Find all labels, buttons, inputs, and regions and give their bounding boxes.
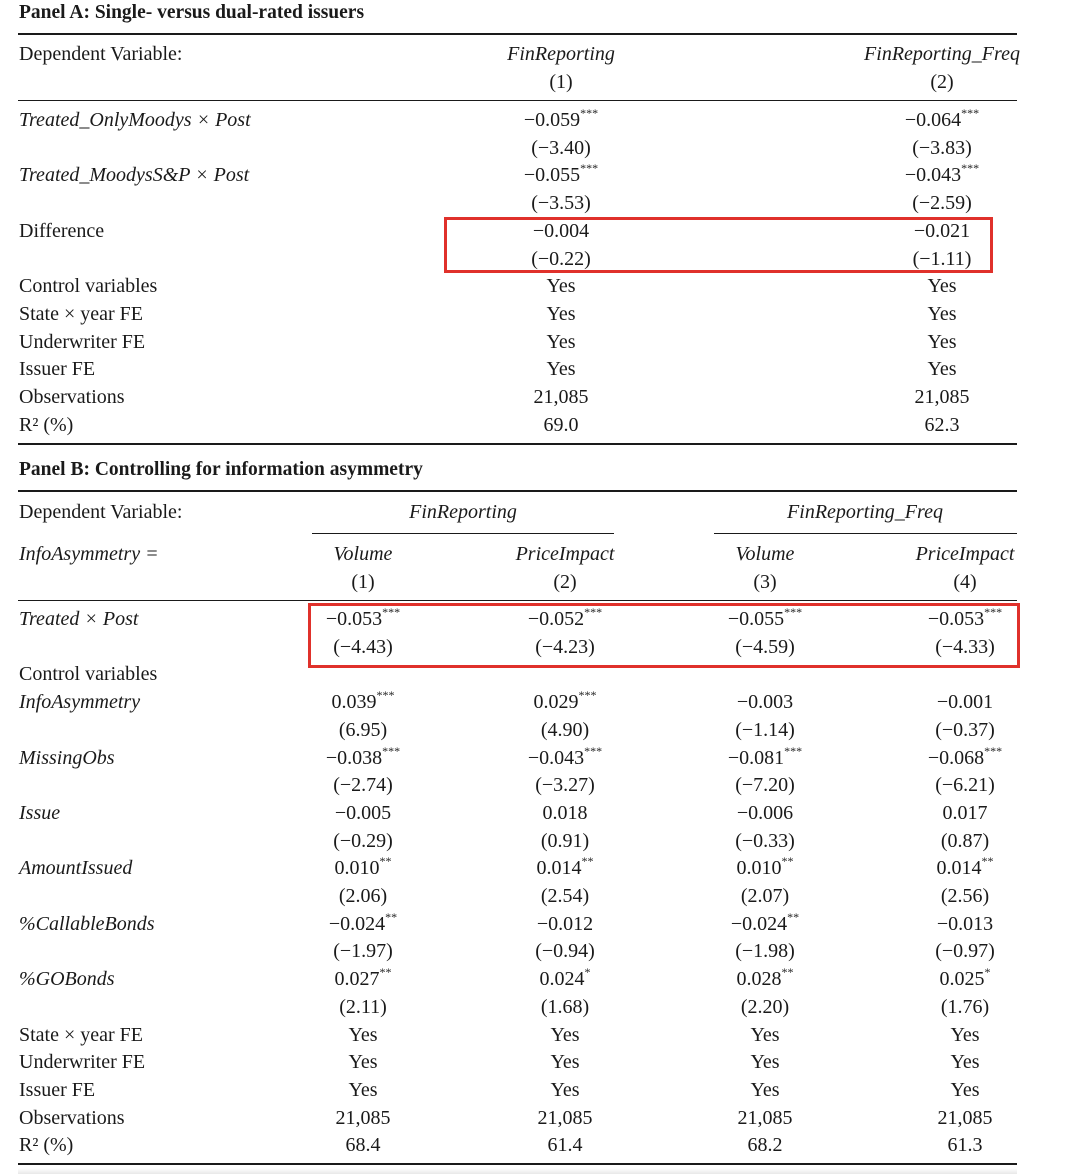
cell-col2 bbox=[500, 771, 630, 799]
cell-col4 bbox=[900, 1021, 1030, 1049]
cell-col2 bbox=[842, 161, 1042, 189]
cell-col1 bbox=[298, 1104, 428, 1132]
cell-col1 bbox=[298, 799, 428, 827]
cell-value: −0.005 bbox=[334, 801, 392, 824]
cell-value: 21,085 bbox=[533, 386, 589, 408]
significance-stars: ** bbox=[787, 909, 800, 924]
cell-col1 bbox=[298, 827, 428, 855]
significance-stars: *** bbox=[578, 688, 597, 703]
panel-b-col3-name: Volume bbox=[735, 543, 795, 565]
cell-col3 bbox=[700, 827, 830, 855]
significance-stars: *** bbox=[382, 743, 401, 758]
cell-value: −0.021 bbox=[913, 219, 971, 242]
cell-col2 bbox=[842, 134, 1042, 162]
cell-col3 bbox=[700, 688, 830, 716]
cell-value: (−0.97) bbox=[935, 940, 995, 963]
panelA-row-0 bbox=[0, 106, 1080, 134]
cell-value: 69.0 bbox=[543, 413, 579, 436]
cell-col1 bbox=[461, 328, 661, 356]
panel-b-dep-var-label: Dependent Variable: bbox=[19, 501, 183, 523]
significance-stars: *** bbox=[961, 161, 980, 176]
panel-b-group2-underline bbox=[714, 533, 1017, 534]
cell-value: 0.010 bbox=[334, 857, 380, 880]
cell-col1 bbox=[461, 272, 661, 300]
cell-value: Yes bbox=[550, 1051, 580, 1074]
cell-value: 0.028 bbox=[736, 968, 782, 991]
cell-value: 0.014 bbox=[536, 857, 582, 880]
cell-value: (−3.53) bbox=[531, 192, 591, 215]
panelB-row-6 bbox=[0, 771, 1080, 799]
cell-col1 bbox=[298, 854, 428, 882]
cell-value: (2.56) bbox=[940, 885, 990, 907]
row-label: Issue bbox=[19, 801, 61, 824]
cell-value: −0.013 bbox=[936, 912, 994, 935]
cell-col2 bbox=[500, 937, 630, 965]
cell-value: −0.024 bbox=[730, 912, 788, 935]
cell-value: Yes bbox=[950, 1023, 980, 1046]
cell-value: (−1.98) bbox=[735, 940, 795, 963]
cell-col3 bbox=[700, 1021, 830, 1049]
panel-a-top-rule bbox=[18, 33, 1017, 35]
panel-b-col1-name: Volume bbox=[333, 543, 393, 565]
cell-value: 21,085 bbox=[537, 1106, 593, 1129]
cell-value: Yes bbox=[348, 1051, 378, 1074]
panelB-row-8 bbox=[0, 827, 1080, 855]
panel-a-col2-name: FinReporting_Freq bbox=[864, 43, 1020, 65]
cell-col2 bbox=[500, 744, 630, 772]
cell-value: Yes bbox=[927, 275, 957, 298]
cell-value: 0.014 bbox=[936, 857, 982, 880]
significance-stars: *** bbox=[984, 605, 1003, 619]
cell-value: Yes bbox=[927, 330, 957, 353]
page-cut-edge bbox=[18, 1168, 1017, 1174]
cell-value: Yes bbox=[750, 1078, 780, 1101]
cell-value: 0.024 bbox=[539, 968, 585, 991]
significance-stars: ** bbox=[781, 965, 794, 980]
cell-col1 bbox=[461, 411, 661, 439]
cell-value: (−3.40) bbox=[531, 136, 591, 159]
panel-a-header-rule bbox=[18, 100, 1017, 101]
cell-value: Yes bbox=[546, 302, 576, 325]
cell-col1 bbox=[298, 744, 428, 772]
cell-col1 bbox=[298, 1076, 428, 1104]
cell-col4 bbox=[900, 937, 1030, 965]
cell-value: (2.06) bbox=[338, 885, 388, 907]
significance-stars: ** bbox=[385, 909, 398, 924]
cell-value: 21,085 bbox=[937, 1106, 993, 1129]
cell-col4 bbox=[900, 1104, 1030, 1132]
panel-a-dep-var-label: Dependent Variable: bbox=[19, 43, 183, 65]
cell-value: (−0.33) bbox=[735, 829, 795, 852]
significance-stars: *** bbox=[584, 743, 603, 758]
cell-col2 bbox=[500, 799, 630, 827]
cell-value: Yes bbox=[750, 1023, 780, 1046]
cell-value: (−4.59) bbox=[735, 635, 795, 658]
cell-col1 bbox=[298, 993, 428, 1021]
cell-value: Yes bbox=[950, 1051, 980, 1074]
cell-col2 bbox=[500, 688, 630, 716]
cell-value: 21,085 bbox=[737, 1106, 793, 1129]
panel-a-difference-highlight-box bbox=[444, 217, 993, 273]
cell-value: −0.055 bbox=[523, 164, 581, 187]
panel-a-colnum-row bbox=[0, 68, 1080, 96]
cell-col3 bbox=[700, 1104, 830, 1132]
significance-stars: *** bbox=[961, 106, 980, 120]
row-label: Issuer FE bbox=[19, 1078, 96, 1101]
row-label: Underwriter FE bbox=[19, 330, 146, 353]
row-label: %GOBonds bbox=[19, 968, 115, 991]
cell-value: Yes bbox=[546, 358, 576, 381]
row-label: Difference bbox=[19, 219, 105, 242]
significance-stars: * bbox=[584, 965, 591, 980]
cell-value: −0.081 bbox=[727, 746, 785, 769]
panel-a-bottom-rule bbox=[18, 443, 1017, 445]
cell-col4 bbox=[900, 854, 1030, 882]
cell-value: 68.4 bbox=[345, 1134, 381, 1157]
cell-col2 bbox=[842, 300, 1042, 328]
panel-b-top-rule bbox=[18, 490, 1017, 492]
panelA-row-8 bbox=[0, 328, 1080, 356]
row-label: Treated_OnlyMoodys × Post bbox=[19, 109, 251, 131]
cell-col2 bbox=[500, 882, 630, 910]
cell-col1 bbox=[461, 383, 661, 411]
panel-b-header-rule bbox=[18, 600, 1017, 601]
panel-b-group2-name: FinReporting_Freq bbox=[787, 501, 943, 523]
cell-value: 0.025 bbox=[939, 968, 985, 991]
cell-value: (−0.22) bbox=[531, 247, 591, 270]
cell-col1 bbox=[461, 355, 661, 383]
cell-value: (−0.29) bbox=[333, 829, 393, 852]
row-label: Control variables bbox=[19, 275, 158, 298]
cell-value: (−4.43) bbox=[333, 635, 393, 658]
significance-stars: *** bbox=[376, 688, 395, 703]
panelB-row-4 bbox=[0, 716, 1080, 744]
row-label: Underwriter FE bbox=[19, 1051, 146, 1074]
panel-b-bottom-rule bbox=[18, 1163, 1017, 1165]
cell-col4 bbox=[900, 688, 1030, 716]
panel-b-group1-underline bbox=[312, 533, 614, 534]
panelA-row-2 bbox=[0, 161, 1080, 189]
cell-col4 bbox=[900, 1048, 1030, 1076]
panelB-row-14 bbox=[0, 993, 1080, 1021]
cell-col1 bbox=[461, 300, 661, 328]
panel-b-info-label: InfoAsymmetry = bbox=[19, 543, 159, 565]
row-label: AmountIssued bbox=[19, 857, 133, 880]
cell-col3 bbox=[700, 1048, 830, 1076]
row-label: R² (%) bbox=[19, 1134, 74, 1157]
cell-col2 bbox=[842, 189, 1042, 217]
cell-value: (−1.97) bbox=[333, 940, 393, 963]
cell-col1 bbox=[298, 965, 428, 993]
cell-col2 bbox=[500, 1076, 630, 1104]
cell-col4 bbox=[900, 965, 1030, 993]
cell-value: 0.029 bbox=[533, 691, 579, 714]
row-label: State × year FE bbox=[19, 302, 144, 325]
cell-value: −0.012 bbox=[536, 912, 594, 935]
cell-col4 bbox=[900, 827, 1030, 855]
cell-value: 0.010 bbox=[736, 857, 782, 880]
panel-b-col4-num: (4) bbox=[953, 571, 977, 593]
cell-col2 bbox=[500, 827, 630, 855]
panelA-row-7 bbox=[0, 300, 1080, 328]
panel-a-header-row bbox=[0, 40, 1080, 68]
cell-col2 bbox=[842, 328, 1042, 356]
cell-value: (1.76) bbox=[940, 995, 990, 1018]
panelA-row-10 bbox=[0, 383, 1080, 411]
cell-col4 bbox=[900, 1076, 1030, 1104]
panelB-row-15 bbox=[0, 1021, 1080, 1049]
row-label: Treated × Post bbox=[19, 608, 139, 630]
cell-value: −0.024 bbox=[328, 912, 386, 935]
cell-value: Yes bbox=[550, 1023, 580, 1046]
cell-value: (−2.74) bbox=[333, 774, 393, 797]
cell-col3 bbox=[700, 1131, 830, 1159]
cell-value: Yes bbox=[927, 358, 957, 381]
cell-col1 bbox=[461, 106, 661, 134]
panelB-row-7 bbox=[0, 799, 1080, 827]
cell-col2 bbox=[500, 1021, 630, 1049]
panel-b-col1-num: (1) bbox=[351, 571, 375, 593]
cell-col1 bbox=[298, 937, 428, 965]
significance-stars: *** bbox=[984, 743, 1003, 758]
cell-value: (−0.37) bbox=[935, 718, 995, 741]
panelB-row-19 bbox=[0, 1131, 1080, 1159]
panelA-row-3 bbox=[0, 189, 1080, 217]
panelB-row-17 bbox=[0, 1076, 1080, 1104]
cell-col1 bbox=[461, 189, 661, 217]
significance-stars: *** bbox=[784, 605, 803, 619]
significance-stars: ** bbox=[379, 854, 392, 869]
cell-col2 bbox=[500, 1048, 630, 1076]
cell-value: (−1.14) bbox=[735, 718, 795, 741]
cell-value: (−2.59) bbox=[912, 192, 972, 215]
cell-col3 bbox=[700, 937, 830, 965]
panelB-row-5 bbox=[0, 744, 1080, 772]
significance-stars: ** bbox=[781, 854, 794, 869]
panelB-row-16 bbox=[0, 1048, 1080, 1076]
cell-value: −0.043 bbox=[904, 164, 962, 187]
cell-col1 bbox=[298, 882, 428, 910]
cell-col3 bbox=[700, 1076, 830, 1104]
panelA-row-6 bbox=[0, 272, 1080, 300]
cell-col4 bbox=[900, 910, 1030, 938]
significance-stars: *** bbox=[584, 605, 603, 619]
panel-b-group1-name: FinReporting bbox=[409, 501, 517, 523]
row-label: Issuer FE bbox=[19, 358, 96, 381]
significance-stars: *** bbox=[580, 106, 599, 120]
cell-col2 bbox=[500, 716, 630, 744]
row-label: Observations bbox=[19, 1106, 125, 1129]
cell-value: (−3.83) bbox=[912, 136, 972, 159]
cell-value: 61.3 bbox=[947, 1134, 983, 1157]
cell-value: 62.3 bbox=[924, 413, 960, 436]
significance-stars: ** bbox=[581, 854, 594, 869]
panel-a-title: Panel A: Single- versus dual-rated issuers bbox=[19, 2, 365, 23]
cell-value: (2.54) bbox=[540, 885, 590, 907]
cell-col3 bbox=[700, 965, 830, 993]
cell-value: −0.068 bbox=[927, 746, 985, 769]
row-label: %CallableBonds bbox=[19, 912, 155, 935]
cell-col4 bbox=[900, 1131, 1030, 1159]
cell-col1 bbox=[298, 771, 428, 799]
cell-value: Yes bbox=[348, 1078, 378, 1101]
panelA-row-11 bbox=[0, 411, 1080, 439]
cell-value: −0.038 bbox=[325, 746, 383, 769]
cell-col3 bbox=[700, 799, 830, 827]
cell-value: 0.017 bbox=[942, 801, 988, 824]
cell-col3 bbox=[700, 744, 830, 772]
cell-col2 bbox=[842, 383, 1042, 411]
cell-value: Yes bbox=[348, 1023, 378, 1046]
panel-b-col3-num: (3) bbox=[753, 571, 777, 593]
cell-value: 61.4 bbox=[547, 1134, 583, 1157]
cell-col4 bbox=[900, 993, 1030, 1021]
cell-value: (−1.11) bbox=[912, 247, 972, 270]
cell-value: (−6.21) bbox=[935, 774, 995, 797]
panel-b-colname-row bbox=[0, 540, 1080, 568]
cell-col1 bbox=[298, 1131, 428, 1159]
cell-col4 bbox=[900, 716, 1030, 744]
cell-col2 bbox=[842, 106, 1042, 134]
row-label: InfoAsymmetry bbox=[19, 691, 141, 714]
cell-value: 21,085 bbox=[914, 386, 970, 408]
cell-col2 bbox=[500, 965, 630, 993]
panel-b-col4-name: PriceImpact bbox=[915, 543, 1015, 565]
cell-value: 0.039 bbox=[331, 691, 377, 714]
cell-col4 bbox=[900, 882, 1030, 910]
row-label: Observations bbox=[19, 386, 125, 408]
cell-value: −0.052 bbox=[527, 608, 585, 630]
row-label: State × year FE bbox=[19, 1023, 144, 1046]
cell-col4 bbox=[900, 771, 1030, 799]
panelA-row-9 bbox=[0, 355, 1080, 383]
cell-col3 bbox=[700, 716, 830, 744]
panelB-row-18 bbox=[0, 1104, 1080, 1132]
cell-value: −0.053 bbox=[927, 608, 985, 630]
significance-stars: * bbox=[984, 965, 991, 980]
cell-col2 bbox=[842, 272, 1042, 300]
cell-value: (2.11) bbox=[339, 995, 387, 1018]
cell-value: −0.055 bbox=[727, 608, 785, 630]
panel-b-colnum-row bbox=[0, 568, 1080, 596]
cell-col2 bbox=[842, 355, 1042, 383]
cell-col3 bbox=[700, 882, 830, 910]
cell-col2 bbox=[500, 910, 630, 938]
cell-col2 bbox=[500, 1131, 630, 1159]
cell-value: Yes bbox=[546, 330, 576, 353]
panel-a-col1-name: FinReporting bbox=[507, 43, 615, 65]
panelA-row-1 bbox=[0, 134, 1080, 162]
significance-stars: *** bbox=[580, 161, 599, 176]
cell-value: −0.053 bbox=[325, 608, 383, 630]
cell-value: −0.004 bbox=[532, 219, 590, 242]
row-label: Treated_MoodysS&P × Post bbox=[19, 164, 250, 187]
cell-value: −0.006 bbox=[736, 801, 794, 824]
panelB-row-11 bbox=[0, 910, 1080, 938]
cell-col1 bbox=[298, 1048, 428, 1076]
cell-value: Yes bbox=[950, 1078, 980, 1101]
cell-value: Yes bbox=[550, 1078, 580, 1101]
panel-b-col2-name: PriceImpact bbox=[515, 543, 615, 565]
cell-col3 bbox=[700, 771, 830, 799]
cell-value: (6.95) bbox=[338, 718, 388, 741]
row-label: MissingObs bbox=[19, 746, 115, 769]
cell-col2 bbox=[500, 993, 630, 1021]
significance-stars: ** bbox=[379, 965, 392, 980]
cell-value: −0.003 bbox=[736, 691, 794, 714]
row-label: R² (%) bbox=[19, 413, 74, 436]
panelB-row-9 bbox=[0, 854, 1080, 882]
cell-value: (−3.27) bbox=[535, 774, 595, 797]
cell-col3 bbox=[700, 854, 830, 882]
cell-col3 bbox=[700, 910, 830, 938]
significance-stars: ** bbox=[981, 854, 994, 869]
panelB-row-10 bbox=[0, 882, 1080, 910]
cell-col1 bbox=[298, 910, 428, 938]
panel-b-group-row bbox=[0, 498, 1080, 526]
cell-value: −0.059 bbox=[523, 109, 581, 131]
cell-col4 bbox=[900, 744, 1030, 772]
cell-value: 68.2 bbox=[747, 1134, 783, 1157]
row-label: Control variables bbox=[19, 663, 158, 686]
cell-value: Yes bbox=[927, 302, 957, 325]
panelB-row-13 bbox=[0, 965, 1080, 993]
panel-b-col2-num: (2) bbox=[553, 571, 577, 593]
cell-value: (−4.33) bbox=[935, 635, 995, 658]
cell-value: (1.68) bbox=[540, 995, 590, 1018]
cell-value: Yes bbox=[750, 1051, 780, 1074]
panel-b-title: Panel B: Controlling for information asymmetry bbox=[19, 459, 423, 480]
cell-value: −0.001 bbox=[936, 691, 994, 714]
cell-value: (0.87) bbox=[940, 829, 990, 852]
cell-value: −0.043 bbox=[527, 746, 585, 769]
panelB-row-12 bbox=[0, 937, 1080, 965]
cell-col1 bbox=[461, 161, 661, 189]
panel-a-col1-num: (1) bbox=[549, 71, 573, 93]
cell-col2 bbox=[842, 411, 1042, 439]
cell-col4 bbox=[900, 799, 1030, 827]
cell-value: 0.018 bbox=[542, 801, 588, 824]
cell-col1 bbox=[298, 1021, 428, 1049]
cell-value: (0.91) bbox=[540, 829, 590, 852]
cell-value: Yes bbox=[546, 275, 576, 298]
cell-col2 bbox=[500, 1104, 630, 1132]
significance-stars: *** bbox=[784, 743, 803, 758]
cell-value: (−4.23) bbox=[535, 635, 595, 658]
cell-value: 0.027 bbox=[334, 968, 380, 991]
panelB-row-3 bbox=[0, 688, 1080, 716]
cell-value: −0.064 bbox=[904, 109, 962, 131]
cell-value: (−0.94) bbox=[535, 940, 595, 963]
cell-col1 bbox=[298, 716, 428, 744]
cell-col3 bbox=[700, 993, 830, 1021]
cell-value: 21,085 bbox=[335, 1106, 391, 1129]
cell-value: (2.20) bbox=[740, 995, 790, 1018]
cell-col1 bbox=[461, 134, 661, 162]
cell-value: (2.07) bbox=[740, 885, 790, 907]
cell-col1 bbox=[298, 688, 428, 716]
cell-col2 bbox=[500, 854, 630, 882]
panel-b-treated-highlight-box bbox=[308, 603, 1020, 668]
cell-value: (4.90) bbox=[540, 718, 590, 741]
panel-a-col2-num: (2) bbox=[930, 71, 954, 93]
cell-value: (−7.20) bbox=[735, 774, 795, 797]
significance-stars: *** bbox=[382, 605, 401, 619]
